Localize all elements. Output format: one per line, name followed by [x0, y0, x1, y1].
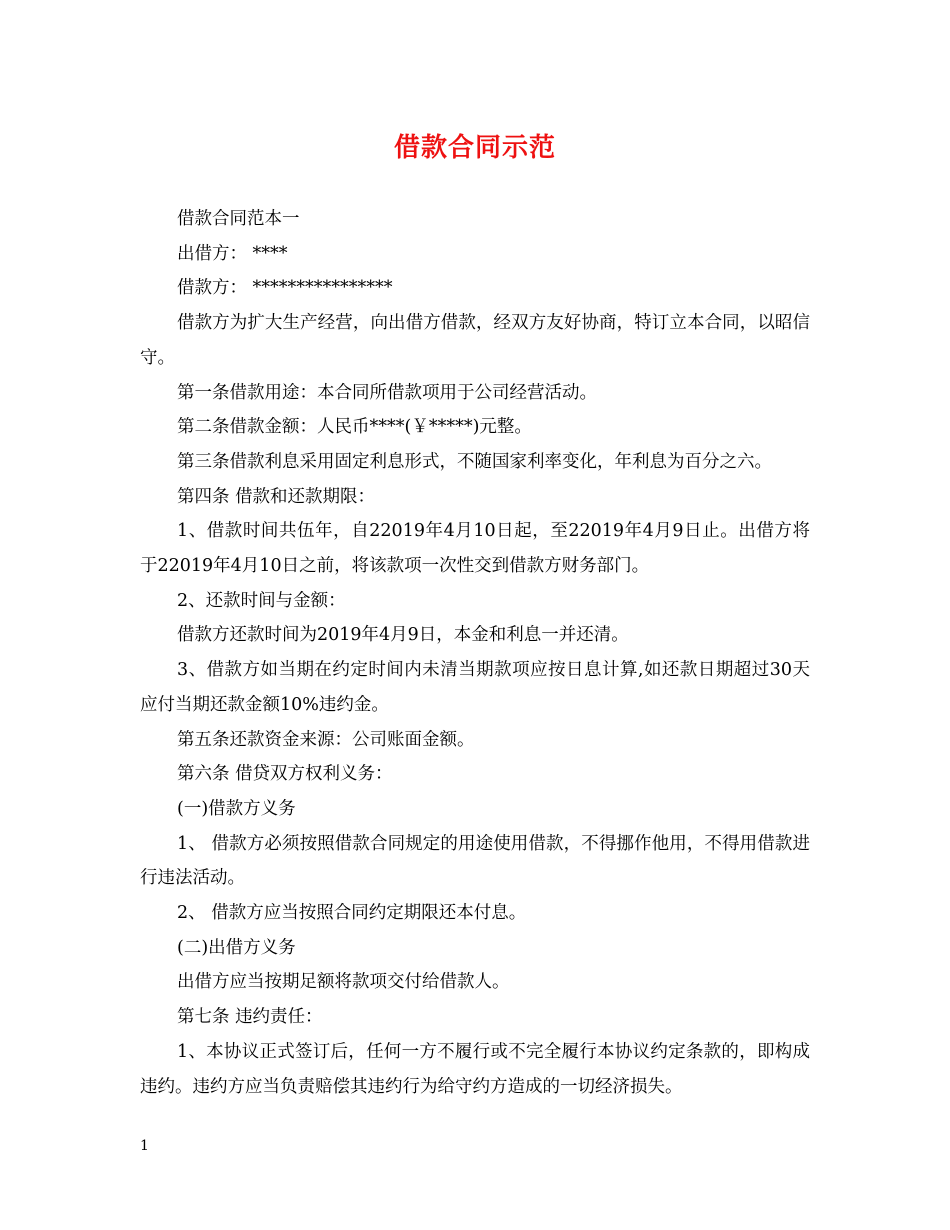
paragraph-article-3: 第三条借款利息采用固定利息形式，不随国家利率变化，年利息为百分之六。 — [177, 451, 772, 472]
paragraph-article-4-item-2: 2、还款时间与金额： — [177, 590, 346, 611]
paragraph-borrower: 借款方： **************** — [177, 278, 393, 299]
paragraph-article-6: 第六条 借贷双方权利义务： — [177, 764, 393, 785]
paragraph-borrower-obligation-2: 2、 借款方应当按照合同约定期限还本付息。 — [177, 903, 527, 924]
paragraph-heading: 借款合同范本一 — [177, 209, 300, 229]
paragraph-preamble: 借款方为扩大生产经营，向出借方借款，经双方友好协商，特订立本合同，以昭信守。 — [140, 313, 810, 368]
paragraph-article-5: 第五条还款资金来源：公司账面金额。 — [177, 729, 475, 750]
document-title: 借款合同示范 — [393, 133, 556, 163]
paragraph-article-1: 第一条借款用途：本合同所借款项用于公司经营活动。 — [177, 382, 597, 403]
paragraph-article-7-item-1: 1、本协议正式签订后，任何一方不履行或不完全履行本协议约定条款的，即构成违约。违约方应当负责赔偿其违约行为给守约方造成的一切经济损失。 — [140, 1041, 810, 1097]
paragraph-article-4-item-1: 1、借款时间共伍年，自22019年4月10日起，至22019年4月9日止。出借方将于22019年4月10日之前，将该款项一次性交到借款方财务部门。 — [140, 521, 810, 577]
paragraph-article-7: 第七条 违约责任： — [177, 1007, 323, 1028]
paragraph-lender-obligations: (二)出借方义务 — [177, 937, 296, 958]
paragraph-article-4-item-3: 3、借款方如当期在约定时间内未清当期款项应按日息计算,如还款日期超过30天应付当期还款金额10%违约金。 — [140, 660, 810, 715]
paragraph-article-4: 第四条 借款和还款期限： — [177, 486, 376, 507]
paragraph-borrower-obligations: (一)借款方义务 — [177, 798, 296, 819]
document-body — [140, 202, 810, 1104]
paragraph-borrower-obligation-1: 1、 借款方必须按照借款合同规定的用途使用借款，不得挪作他用，不得用借款进行违法活动。 — [140, 833, 810, 889]
paragraph-lender: 出借方： **** — [177, 243, 288, 264]
page-number: 1 — [140, 1138, 149, 1154]
paragraph-lender-obligation-1: 出借方应当按期足额将款项交付给借款人。 — [177, 972, 510, 993]
paragraph-article-2: 第二条借款金额：人民币****(￥*****)元整。 — [177, 417, 532, 438]
paragraph-repayment-time: 借款方还款时间为2019年4月9日，本金和利息一并还清。 — [177, 625, 629, 646]
